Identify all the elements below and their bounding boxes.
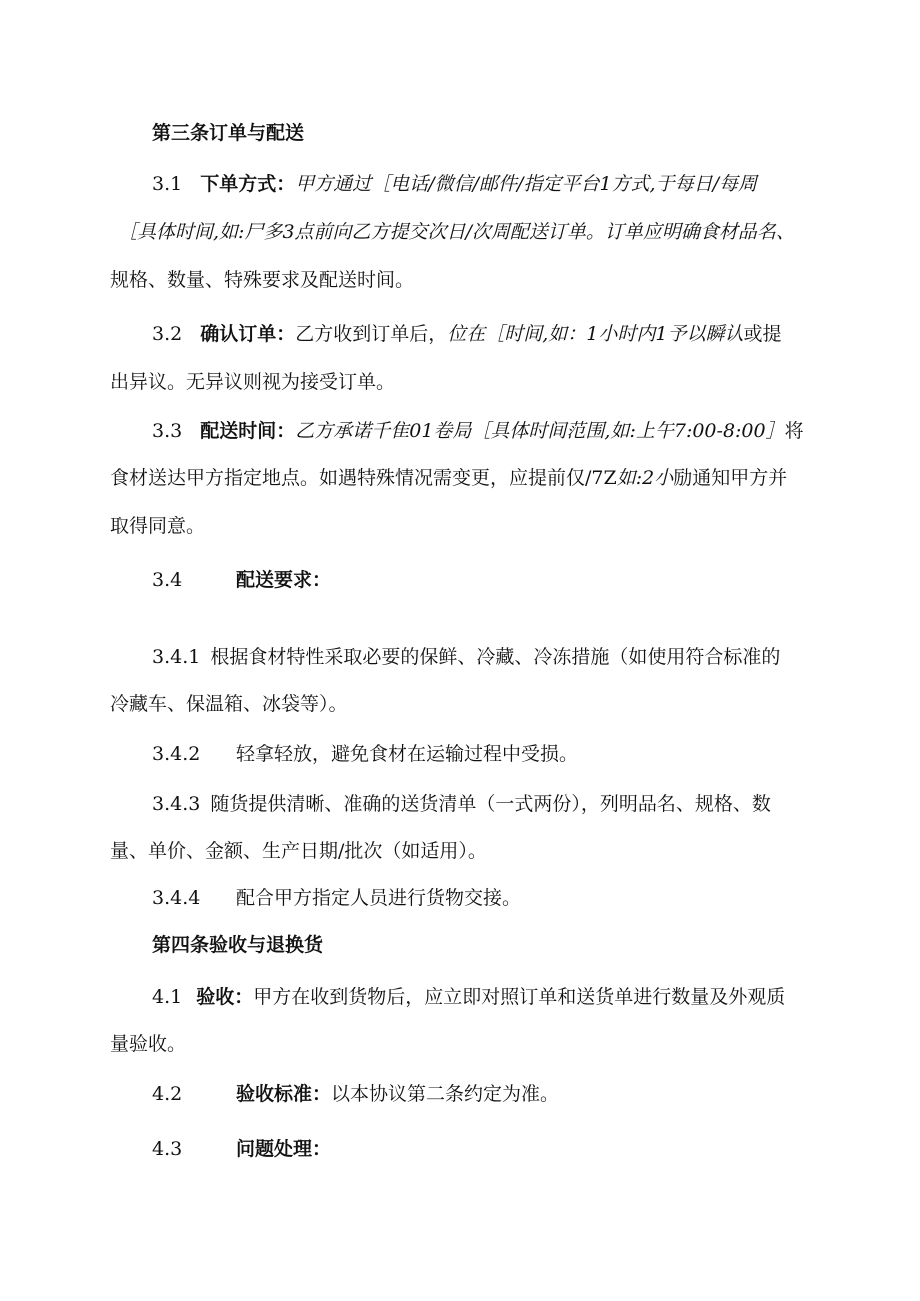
clause-3-4-2-text: 轻拿轻放，避免食材在运输过程中受损。 [236, 743, 579, 765]
clause-3-4-1-line-2: 冷藏车、保温箱、冰袋等）。 [110, 693, 348, 715]
clause-3-3-line-1 [152, 419, 804, 443]
clause-3-3-text-b: 将 [784, 420, 804, 442]
clause-3-3-text-e: 励通知甲方并 [673, 467, 788, 489]
clause-4-1-text: 甲方在收到货物后，应立即对照订单和送货单进行数量及外观质 [253, 986, 786, 1008]
clause-3-4-3-line-2: 量、单价、金额、生产日期/批次（如适用）。 [110, 840, 487, 862]
clause-3-2-text-b: 位在［时间,如：1小时内1予以瞬认 [447, 323, 744, 345]
clause-3-4-3-line-1 [152, 792, 771, 816]
clause-4-2-text: 以本协议第二条约定为准。 [331, 1083, 560, 1105]
clause-4-1-number: 4.1 [152, 986, 183, 1008]
clause-3-1-number: 3.1 [152, 173, 183, 195]
clause-3-1-label: 下单方式： [200, 173, 296, 195]
clause-3-3-text-d: 如:2小 [616, 467, 674, 489]
clause-3-4-1-text: 根据食材特性采取必要的保鲜、冷藏、冷冻措施（如使用符合标准的 [210, 646, 781, 668]
clause-3-3-line-3: 取得同意。 [110, 515, 206, 537]
clause-4-2-line [236, 1082, 559, 1106]
clause-3-2-line-2: 出异议。无异议则视为接受订单。 [110, 371, 396, 393]
clause-3-2-text-a: 乙方收到订单后， [295, 323, 448, 345]
clause-3-1-text: 甲方通过［电话/微信/邮件/指定平台1方式,于每日/每周 [295, 173, 757, 195]
clause-3-4-number: 3.4 [152, 569, 183, 591]
clause-3-3-label: 配送时间： [200, 420, 296, 442]
clause-3-3-text-a: 乙方承诺千隹01卷局［具体时间范围,如:上午7:00-8:00］ [295, 420, 785, 442]
article-3-heading: 第三条订单与配送 [152, 122, 305, 144]
clause-3-4-3-number: 3.4.3 [152, 793, 201, 815]
clause-3-1-line-1 [152, 172, 757, 196]
clause-3-4-3-text: 随货提供清晰、准确的送货清单（一式两份），列明品名、规格、数 [210, 793, 771, 815]
clause-3-1-line-3: 规格、数量、特殊要求及配送时间。 [110, 269, 415, 291]
clause-4-1-line-1 [152, 985, 785, 1009]
clause-3-4-1-number: 3.4.1 [152, 646, 201, 668]
clause-3-3-text-c: 食材送达甲方指定地点。如遇特殊情况需变更，应提前仅/7Z [110, 467, 617, 489]
clause-3-2-number: 3.2 [152, 323, 183, 345]
clause-3-1-line-2: ［具体时间,如:尸多3点前向乙方提交次日/次周配送订单。订单应明确食材品名、 [118, 221, 795, 243]
clause-3-4-1-line-1 [152, 645, 780, 669]
clause-4-3-label: 问题处理： [236, 1138, 332, 1160]
clause-3-4-4-text: 配合甲方指定人员进行货物交接。 [236, 887, 522, 909]
clause-3-4-4-number: 3.4.4 [152, 887, 201, 909]
clause-4-3-number: 4.3 [152, 1138, 183, 1160]
clause-3-2-text-c: 或提 [743, 323, 782, 345]
clause-4-2-number: 4.2 [152, 1083, 183, 1105]
clause-4-2-label: 验收标准： [236, 1083, 332, 1105]
clause-4-1-line-2: 量验收。 [110, 1033, 187, 1055]
clause-4-1-label: 验收： [196, 986, 254, 1008]
clause-3-4-label: 配送要求： [236, 569, 332, 591]
clause-3-3-number: 3.3 [152, 420, 183, 442]
clause-3-4-2-number: 3.4.2 [152, 743, 201, 765]
article-4-heading: 第四条验收与退换货 [152, 934, 324, 956]
clause-3-2-label: 确认订单： [200, 323, 296, 345]
clause-3-2-line-1 [152, 322, 781, 346]
clause-3-3-line-2 [110, 466, 787, 490]
